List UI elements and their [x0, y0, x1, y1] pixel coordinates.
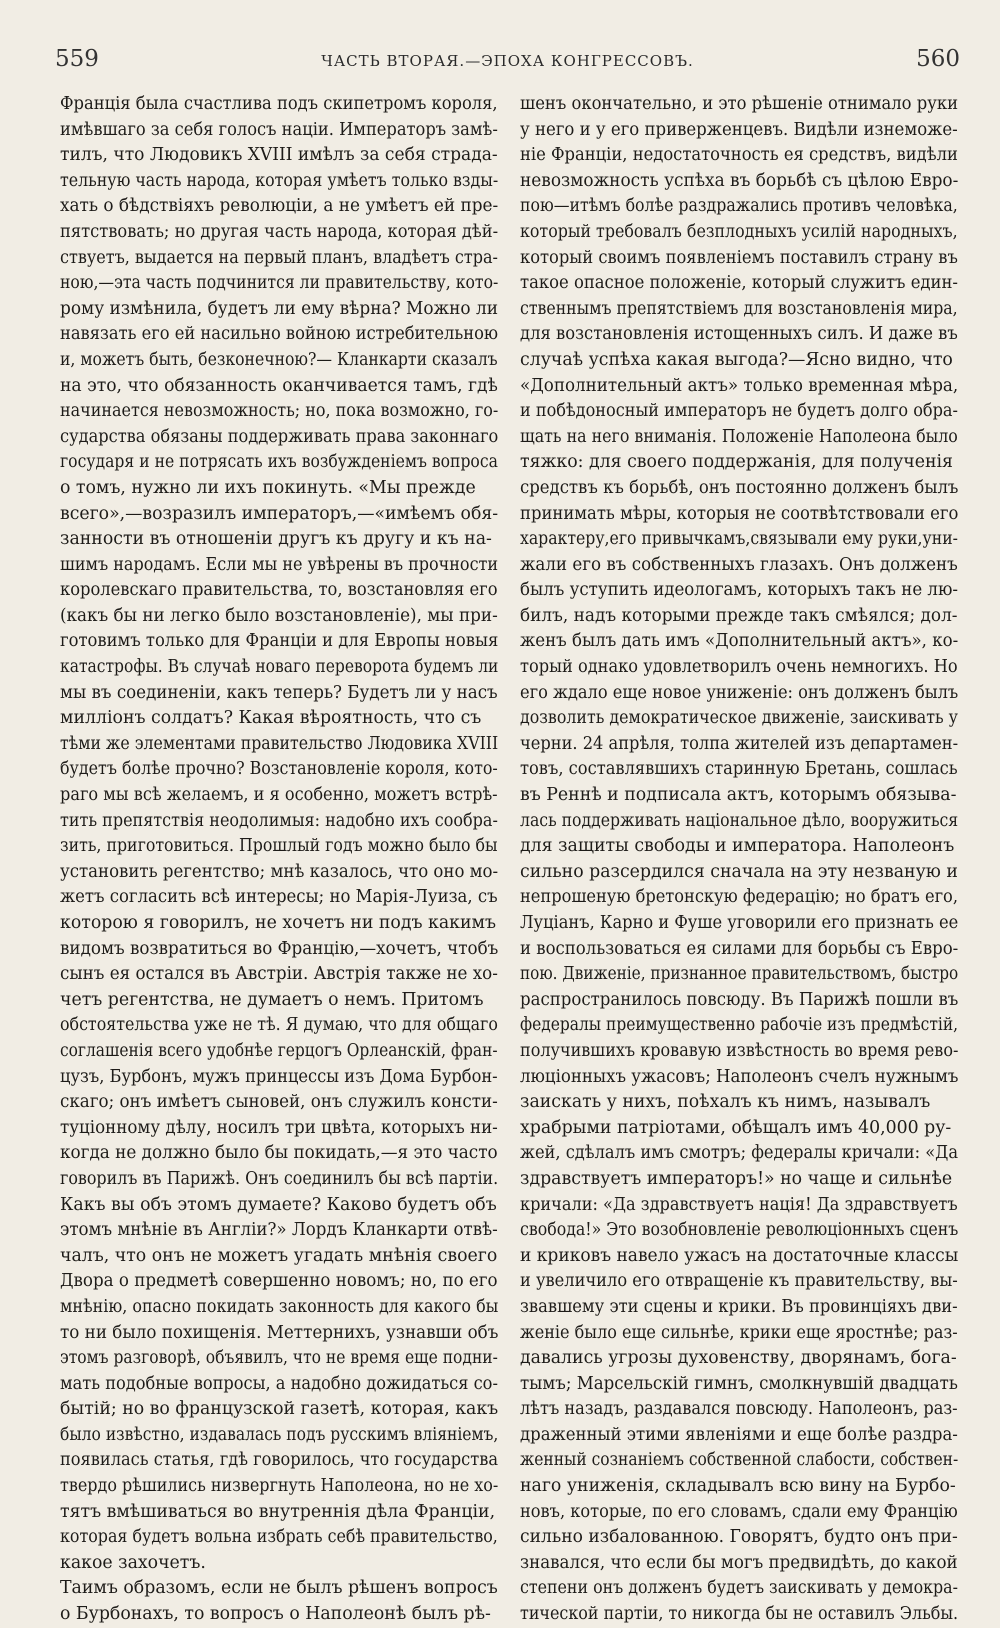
text-line: случаѣ успѣха какая выгода?—Ясно видно, что	[520, 349, 953, 370]
text-line: былъ уступить идеологамъ, которыхъ такъ не лю-	[520, 580, 959, 601]
text-line: о Бурбонахъ, то вопросъ о Наполеонѣ былъ рѣ-	[60, 1604, 491, 1625]
text-line: обстоятельства уже не тѣ. Я думаю, что для общаго	[60, 1015, 498, 1036]
text-line: Францiя была счастлива подъ скипетромъ короля,	[60, 94, 498, 114]
text-line: дозволить демократическое движенiе, заискивать у	[520, 708, 958, 729]
text-line: о томъ, нужно ли ихъ покинуть. «Мы прежде	[60, 477, 476, 498]
text-line: было извѣстно, издавалась подъ русскимъ влiянiемъ,	[60, 1424, 499, 1445]
text-line: кричали: «Да здравствуетъ нацiя! Да здравствуетъ	[520, 1194, 958, 1215]
text-line: сударства обязаны поддерживать права законнаго	[60, 426, 499, 447]
text-line: лась поддерживать нацiональное дѣло, вооружиться	[520, 810, 959, 831]
text-line: рому измѣнила, будетъ ли ему вѣрна? Можно ли	[60, 298, 499, 319]
text-line: сильно избалованною. Говорятъ, будто онъ при-	[520, 1527, 958, 1548]
text-line: ною,—эта часть подчинится ли правительству, кото-	[60, 273, 499, 294]
text-line: храбрыми патрiотами, обѣщалъ имъ 40,000 ру-	[520, 1117, 952, 1138]
text-line: у него и у его приверженцевъ. Видѣли изнеможе-	[520, 119, 958, 140]
text-line: щать на него вниманiя. Положенiе Наполеона было	[520, 426, 958, 447]
text-line: женный сознанiемъ собственной слабости, собствен-	[520, 1450, 959, 1471]
page-header	[55, 46, 960, 78]
text-line: давались угрозы духовенству, дворянамъ, бога-	[520, 1348, 957, 1369]
text-line: товъ, составлявшихъ старинную Бретань, сошлась	[520, 759, 958, 780]
text-line: чалъ, что онъ не можетъ угадать мнѣнiя своего	[60, 1245, 498, 1266]
text-line: сынъ ея остался въ Австрiи. Австрiя также не хо-	[60, 964, 498, 985]
text-line: тяжко: для своего поддержанiя, для полученiя	[520, 452, 953, 473]
text-line: наго униженiя, складывалъ всю вину на Бурбо-	[520, 1476, 956, 1497]
text-line: звавшему эти сцены и крики. Въ провинцiяхъ дви-	[520, 1296, 958, 1317]
text-line: государя и не потрясать ихъ возбужденiемъ вопроса	[60, 452, 498, 473]
text-line: и криковъ навело ужасъ на достаточные классы	[520, 1245, 959, 1266]
text-line: пою—итѣмъ болѣе раздражались противъ человѣка,	[520, 196, 958, 217]
text-line: королевскаго правительства, то, возстановляя его	[60, 580, 498, 601]
text-line: женiе было еще сильнѣе, крики еще яростнѣе; раз-	[520, 1322, 958, 1343]
text-line: соглашенiя всего удобнѣе герцогъ Орлеанскiй, фран-	[60, 1040, 498, 1061]
text-line: этомъ мнѣнiе въ Англiи?» Лордъ Кланкарти отвѣ-	[60, 1220, 498, 1241]
text-line: степени онъ долженъ будетъ заискивать у демокра-	[520, 1578, 958, 1599]
text-line: драженный этими явленiями и еще болѣе раздра-	[520, 1424, 958, 1445]
text-line: распространилось повсюду. Въ Парижѣ пошли въ	[520, 989, 959, 1010]
text-line: мы въ соединенiи, какъ теперь? Будетъ ли у насъ	[60, 682, 498, 703]
text-line: ственнымъ препятствiемъ для возстановленiя мира,	[520, 298, 958, 319]
text-line: тической партiи, то никогда бы не оставилъ Эльбы.	[520, 1604, 959, 1625]
text-line: имѣвшаго за себя голосъ нацiи. Императоръ замѣ-	[60, 119, 498, 140]
left-text-column	[60, 92, 500, 1628]
text-line: тить препятствiя неодолимыя: надобно ихъ сообра-	[60, 810, 498, 831]
text-line: федералы преимущественно рабочiе изъ предмѣстiй,	[520, 1015, 959, 1036]
text-line: пою. Движенiе, признанное правительствомъ, быстро	[520, 964, 959, 985]
text-line: принимать мѣры, которыя не соотвѣтствовали его	[520, 503, 959, 524]
text-line: твердо рѣшились низвергнуть Наполеона, но не хо-	[60, 1476, 499, 1497]
text-line: туцiонному дѣлу, носилъ три цвѣта, которыхъ ни-	[60, 1117, 498, 1138]
text-line: и увеличило его отвращенiе къ правительству, вы-	[520, 1271, 958, 1292]
text-line: въ Реннѣ и подписала актъ, которымъ обязыва-	[520, 785, 957, 806]
text-line: навязать его ей насильно войною истребительною	[60, 324, 499, 345]
text-line: тѣми же элементами правительство Людовика XVIII	[60, 733, 499, 754]
text-line: будетъ болѣе прочно? Возстановленiе короля, кото-	[60, 759, 498, 780]
text-line: для возстановленiя истощенныхъ силъ. И даже въ	[520, 324, 958, 345]
text-line: получившихъ кровавую извѣстность во время рево-	[520, 1040, 959, 1061]
text-line: характеру,его привычкамъ,связывали ему руки,уни-	[520, 529, 958, 550]
text-line: тельную часть народа, которая умѣетъ только взды-	[60, 170, 499, 191]
text-line: занности въ отношенiи другъ къ другу и къ на-	[60, 529, 492, 550]
text-line: лѣтъ назадъ, раздавался повсюду. Наполеонъ, раз-	[520, 1399, 958, 1420]
text-line: «Дополнительный актъ» только временная мѣра,	[520, 375, 959, 396]
text-line: Таимъ образомъ, если не былъ рѣшенъ вопросъ	[60, 1578, 498, 1599]
text-line: люцiонныхъ ужасовъ; Наполеонъ счелъ нужнымъ	[520, 1066, 959, 1087]
text-line: катастрофы. Въ случаѣ новаго переворота будемъ ли	[60, 657, 499, 678]
text-line: который своимъ появленiемъ поставилъ страну въ	[520, 247, 958, 268]
text-line: торый однако удовлетворилъ очень немногихъ. Но	[520, 657, 958, 678]
text-line: и, можетъ быть, безконечною?— Кланкарти сказалъ	[60, 349, 498, 370]
text-line: новъ, которые, по его словамъ, сдали ему Францiю	[520, 1501, 958, 1522]
text-line: тилъ, что Людовикъ XVIII имѣлъ за себя страда-	[60, 145, 498, 166]
text-line: Двора о предметѣ совершенно новомъ; но, по его	[60, 1271, 498, 1292]
text-line: ствуетъ, выдается на первый планъ, владѣетъ стра-	[60, 247, 498, 268]
text-line: какое захочетъ.	[60, 1552, 206, 1573]
text-line: бытiй; но во французской газетѣ, которая, какъ	[60, 1399, 499, 1420]
text-line: такое опасное положенiе, который служитъ един-	[520, 273, 958, 294]
text-line: цузъ, Бурбонъ, мужъ принцессы изъ Дома Бурбон-	[60, 1066, 498, 1087]
text-line: жей, сдѣлалъ имъ смотръ; федералы кричали: «Да	[520, 1143, 959, 1164]
text-line: четъ регентства, не думаетъ о немъ. Притомъ	[60, 989, 484, 1010]
text-line: заискать у нихъ, поѣхалъ къ нимъ, называлъ	[520, 1092, 931, 1113]
text-line: шимъ народамъ. Если мы не увѣрены въ прочности	[60, 554, 499, 575]
text-line: невозможность успѣха въ борьбѣ съ цѣлою Евро-	[520, 170, 959, 191]
text-line: жали его въ собственныхъ глазахъ. Онъ долженъ	[520, 554, 958, 575]
text-line: зить, приготовиться. Прошлый годъ можно было бы	[60, 836, 498, 857]
text-line: шенъ окончательно, и это рѣшенiе отнимало руки	[520, 94, 959, 114]
running-title: ЧАСТЬ ВТОРАЯ.—ЭПОХА КОНГРЕССОВЪ.	[321, 52, 694, 70]
right-page-number: 560	[916, 46, 960, 72]
text-line: женъ былъ дать имъ «Дополнительный актъ», ко-	[520, 631, 959, 652]
text-line: черни. 24 апрѣля, толпа жителей изъ департамен-	[520, 733, 959, 754]
text-line: говорилъ въ Парижѣ. Онъ соединилъ бы всѣ партiи.	[60, 1168, 499, 1189]
text-line: тятъ вмѣшиваться во внутреннiя дѣла Францiи,	[60, 1501, 496, 1522]
right-text-column	[520, 92, 960, 1628]
text-line: Луцiанъ, Карно и Фуше уговорили его признать ее	[520, 913, 959, 933]
text-line: который требовалъ безплодныхъ усилiй народныхъ,	[520, 221, 958, 242]
text-line: хать о бѣдствiяхъ революцiи, а не умѣетъ ей пре-	[60, 196, 499, 217]
text-line: которою я говорилъ, не хочетъ ни подъ какимъ	[60, 913, 496, 933]
text-line: здравствуетъ императоръ!» но чаще и сильнѣе	[520, 1168, 953, 1189]
text-line: которая будетъ вольна избрать себѣ правительство,	[60, 1527, 498, 1548]
text-line: когда не должно было бы покидать,—я это часто	[60, 1143, 498, 1164]
left-page-number: 559	[55, 46, 99, 72]
text-line: нiе Францiи, недостаточность ея средствъ, видѣли	[520, 145, 958, 166]
text-line: готовимъ только для Францiи и для Европы новыя	[60, 631, 499, 652]
text-line: Какъ вы объ этомъ думаете? Каково будетъ объ	[60, 1194, 497, 1215]
text-line: установить регентство; мнѣ казалось, что оно мо-	[60, 861, 499, 882]
text-line: тымъ; Марсельскiй гимнъ, смолкнувшiй двадцать	[520, 1373, 958, 1394]
text-line: всего»,—возразилъ императоръ,—«имѣемъ обя-	[60, 503, 499, 524]
text-line: миллiонъ солдатъ? Какая вѣроятность, что съ	[60, 708, 482, 729]
text-line: скаго; онъ имѣетъ сыновей, онъ служилъ консти-	[60, 1092, 498, 1113]
text-line: непрошеную бретонскую федерацiю; но братъ его,	[520, 887, 958, 908]
text-line: знавался, что если бы могъ предвидѣть, до какой	[520, 1552, 958, 1573]
text-line: (какъ бы ни легко было возстановленiе), мы при-	[60, 605, 498, 626]
text-line: и побѣдоносный императоръ не будетъ долго обра-	[520, 401, 958, 422]
text-line: начинается невозможность; но, пока возможно, го-	[60, 401, 499, 422]
text-line: для защиты свободы и императора. Наполеонъ	[520, 836, 955, 857]
text-line: мать подобные вопросы, а надобно дожидаться со-	[60, 1373, 498, 1394]
text-line: раго мы всѣ желаемъ, и я особенно, можетъ встрѣ-	[60, 785, 498, 806]
text-line: на это, что обязанность оканчивается тамъ, гдѣ	[60, 375, 498, 396]
text-line: жетъ согласить всѣ интересы; но Марiя-Луиза, съ	[60, 887, 498, 908]
text-line: его ждало еще новое униженiе: онъ долженъ былъ	[520, 682, 959, 703]
text-line: свобода!» Это возобновленiе революцiонныхъ сценъ	[520, 1220, 959, 1241]
text-line: появилась статья, гдѣ говорилось, что государства	[60, 1450, 498, 1471]
text-line: билъ, надъ которыми прежде такъ смѣялся; дол-	[520, 605, 958, 626]
text-line: пятствовать; но другая часть народа, которая дѣй-	[60, 221, 499, 242]
text-line: средствъ къ борьбѣ, онъ постоянно долженъ былъ	[520, 477, 959, 498]
text-line: то ни было похищенiя. Меттернихъ, узнавши объ	[60, 1322, 499, 1343]
text-line: сильно разсердился сначала на эту незваную и	[520, 861, 958, 882]
text-line: мнѣнiю, опасно покидать законность для какого бы	[60, 1296, 499, 1317]
text-line: и воспользоваться ея силами для борьбы съ Евро-	[520, 938, 959, 959]
text-line: видомъ возвратиться во Францiю,—хочетъ, чтобъ	[60, 938, 499, 959]
text-line: этомъ разговорѣ, объявилъ, что не время еще подни-	[60, 1348, 498, 1369]
